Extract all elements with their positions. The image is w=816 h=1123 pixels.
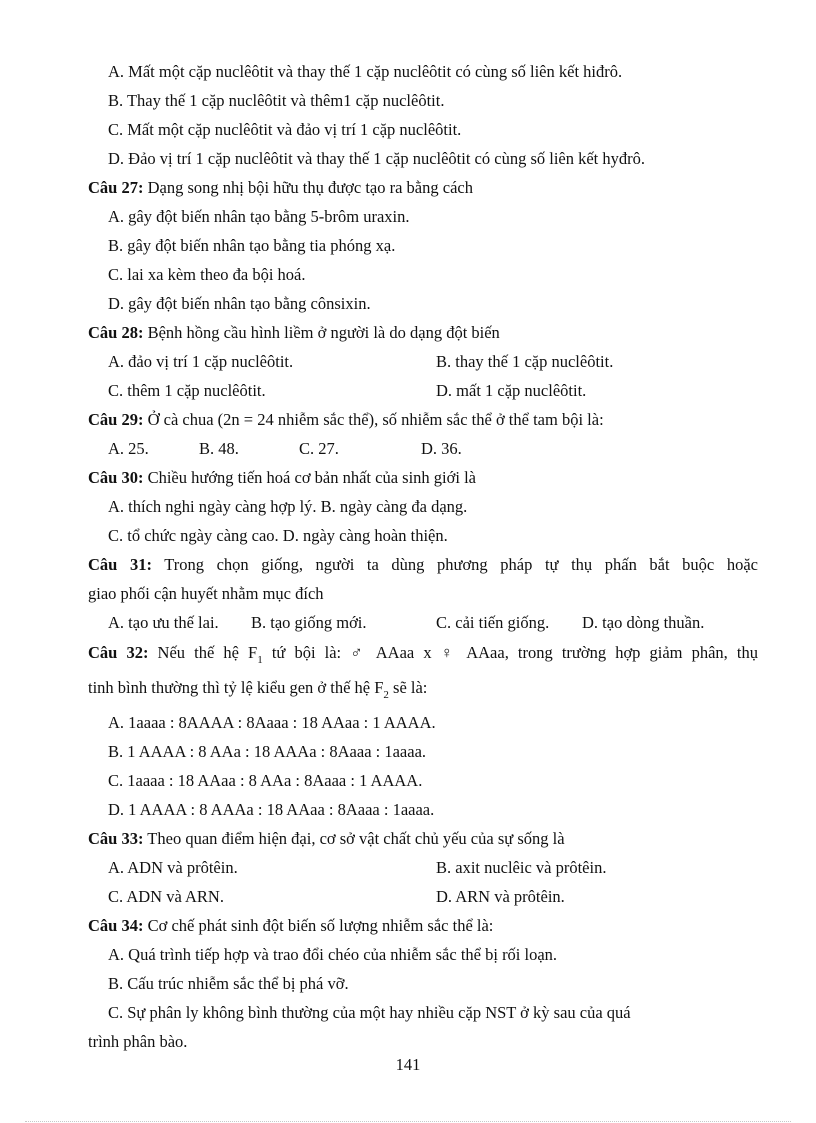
q26-option-c: C. Mất một cặp nuclêôtit và đảo vị trí 1 cặp nuclêôtit.	[108, 120, 462, 139]
q31-stem-line	[88, 555, 758, 575]
q34-stem-line	[88, 916, 493, 936]
q28-option-c: C. thêm 1 cặp nuclêôtit.	[108, 381, 266, 400]
q31-stem-2: giao phối cận huyết nhằm mục đích	[88, 584, 324, 603]
page-bottom-divider	[25, 1121, 791, 1122]
q28-stem-line	[88, 323, 500, 343]
q34-option-a: A. Quá trình tiếp hợp và trao đổi chéo của nhiễm sắc thể bị rối loạn.	[108, 945, 558, 964]
q33-stem: Theo quan điểm hiện đại, cơ sở vật chất chủ yếu của sự sống là	[143, 829, 565, 848]
q32-stem-1-post: tứ bội là: ♂ AAaa x ♀ AAaa, trong trường hợp giảm phân, thụ	[262, 643, 758, 662]
q30-label: Câu 30:	[88, 468, 144, 487]
q31-label: Câu 31:	[88, 555, 152, 574]
q32-stem-2	[88, 678, 427, 705]
q28-option-b: B. thay thế 1 cặp nuclêôtit.	[436, 352, 614, 371]
q27-option-a: A. gây đột biến nhân tạo bằng 5-brôm uraxin.	[108, 207, 410, 226]
q34-stem: Cơ chế phát sinh đột biến số lượng nhiễm sắc thể là:	[143, 916, 494, 935]
q33-label: Câu 33:	[88, 829, 144, 848]
q29-stem: Ở cà chua (2n = 24 nhiễm sắc thể), số nhiễm sắc thể ở thể tam bội là:	[143, 410, 604, 429]
q29-stem-line	[88, 410, 604, 430]
q26-option-a: A. Mất một cặp nuclêôtit và thay thế 1 cặp nuclêôtit có cùng số liên kết hiđrô.	[108, 62, 623, 81]
q29-option-d: D. 36.	[421, 439, 462, 458]
q32-stem-2-post: sẽ là:	[388, 678, 428, 697]
q34-option-b: B. Cấu trúc nhiễm sắc thể bị phá vỡ.	[108, 974, 349, 993]
q27-option-d: D. gây đột biến nhân tạo bằng cônsixin.	[108, 294, 371, 313]
q27-option-b: B. gây đột biến nhân tạo bằng tia phóng xạ.	[108, 236, 396, 255]
q27-label: Câu 27:	[88, 178, 144, 197]
q30-stem-line	[88, 468, 476, 488]
q29-option-a: A. 25.	[108, 439, 149, 458]
q33-option-b: B. axit nuclêic và prôtêin.	[436, 858, 607, 877]
q30-options-ab: A. thích nghi ngày càng hợp lý. B. ngày càng đa dạng.	[108, 497, 468, 516]
q27-option-c: C. lai xa kèm theo đa bội hoá.	[108, 265, 306, 284]
q31-option-a: A. tạo ưu thế lai.	[108, 613, 219, 632]
q32-f1-subscript: 1	[257, 654, 263, 666]
page-number: 141	[395, 1055, 421, 1074]
q32-stem-2-pre: tinh bình thường thì tỷ lệ kiểu gen ở thế hệ F	[88, 678, 384, 697]
q32-option-b: B. 1 AAAA : 8 AAa : 18 AAAa : 8Aaaa : 1aaaa.	[108, 742, 427, 761]
q28-option-d: D. mất 1 cặp nuclêôtit.	[436, 381, 587, 400]
q33-option-d: D. ARN và prôtêin.	[436, 887, 565, 906]
q31-option-b: B. tạo giống mới.	[251, 613, 367, 632]
q29-option-c: C. 27.	[299, 439, 339, 458]
q33-option-a: A. ADN và prôtêin.	[108, 858, 238, 877]
q28-label: Câu 28:	[88, 323, 144, 342]
q28-option-a: A. đảo vị trí 1 cặp nuclêôtit.	[108, 352, 294, 371]
q32-f2-subscript: 2	[383, 689, 389, 701]
q30-options-cd: C. tổ chức ngày càng cao. D. ngày càng hoàn thiện.	[108, 526, 448, 545]
q32-stem-1-pre: Nếu thế hệ F	[148, 643, 258, 662]
q31-stem-1: Trong chọn giống, người ta dùng phương pháp tự thụ phấn bắt buộc hoặc	[151, 555, 758, 574]
q31-option-c: C. cải tiến giống.	[436, 613, 550, 632]
q32-label: Câu 32:	[88, 643, 149, 662]
q29-option-b: B. 48.	[199, 439, 239, 458]
q32-option-c: C. 1aaaa : 18 AAaa : 8 AAa : 8Aaaa : 1 AAAA.	[108, 771, 423, 790]
q29-label: Câu 29:	[88, 410, 144, 429]
q31-option-d: D. tạo dòng thuần.	[582, 613, 705, 632]
q34-option-c-line1: C. Sự phân ly không bình thường của một hay nhiều cặp NST ở kỳ sau của quá	[108, 1003, 631, 1022]
q32-option-d: D. 1 AAAA : 8 AAAa : 18 AAaa : 8Aaaa : 1aaaa.	[108, 800, 435, 819]
q32-stem-line	[88, 643, 758, 670]
q33-stem-line	[88, 829, 565, 849]
q30-stem: Chiều hướng tiến hoá cơ bản nhất của sinh giới là	[143, 468, 476, 487]
q28-stem: Bệnh hồng cầu hình liềm ở người là do dạng đột biến	[143, 323, 500, 342]
q34-option-c-line2: trình phân bào.	[88, 1032, 188, 1051]
q26-option-d: D. Đảo vị trí 1 cặp nuclêôtit và thay thế 1 cặp nuclêôtit có cùng số liên kết hyđrô.	[108, 149, 646, 168]
q32-option-a: A. 1aaaa : 8AAAA : 8Aaaa : 18 AAaa : 1 AAAA.	[108, 713, 436, 732]
q27-stem-line	[88, 178, 473, 198]
q26-option-b: B. Thay thế 1 cặp nuclêôtit và thêm1 cặp nuclêôtit.	[108, 91, 445, 110]
q34-label: Câu 34:	[88, 916, 144, 935]
q33-option-c: C. ADN và ARN.	[108, 887, 224, 906]
q27-stem: Dạng song nhị bội hữu thụ được tạo ra bằng cách	[143, 178, 473, 197]
